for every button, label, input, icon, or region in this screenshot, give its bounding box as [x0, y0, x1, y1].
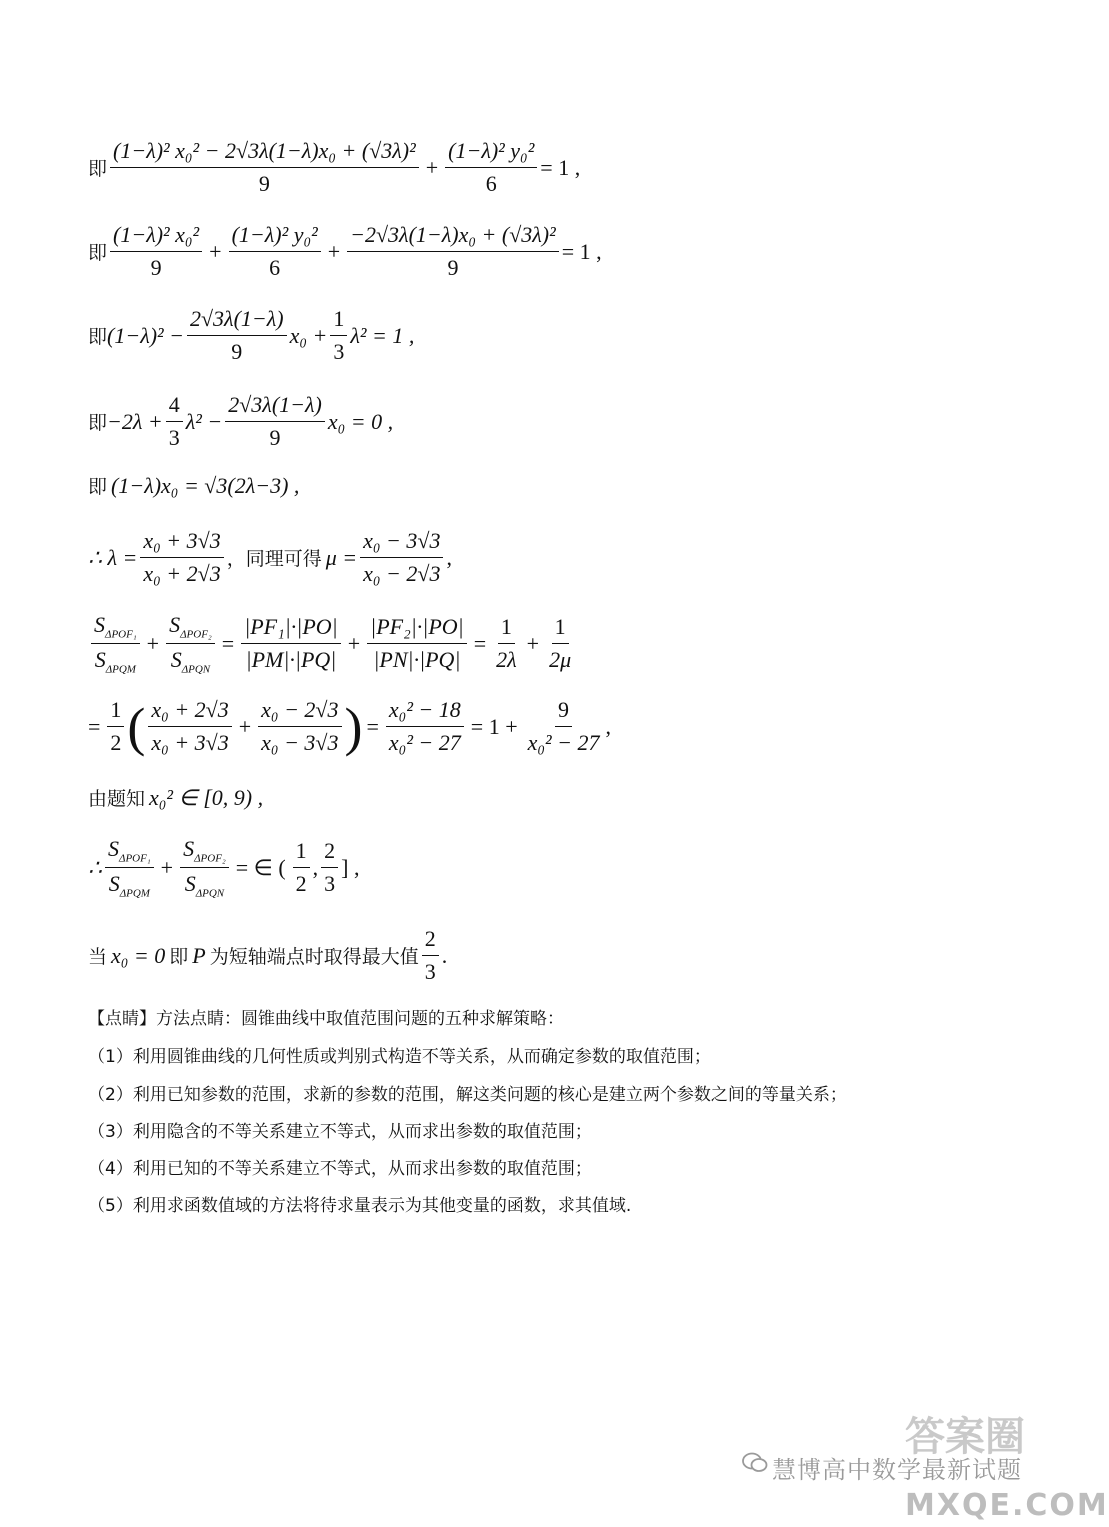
equation-line-11: 当 x₀ = 0 即 P 为短轴端点时取得最大值 $\frac{2}{3}$ .: [88, 926, 448, 984]
fraction: $\frac{S_{\Delta POF_2}}{S_{\Delta PQN}}$: [180, 836, 229, 900]
wechat-icon: [742, 1452, 768, 1480]
note-item-1: （1）利用圆锥曲线的几何性质或判别式构造不等关系，从而确定参数的取值范围；: [88, 1047, 711, 1067]
equation-line-5: 即 (1−λ)x₀ = √3(2λ−3) ,: [88, 472, 300, 498]
fraction: $\frac{2√3\lambda(1-\lambda)}{9}$: [225, 392, 325, 451]
fraction: $\frac{\text{x₀² − 18}}{\text{x₀² − 27}}$: [386, 697, 464, 756]
prefix-text: 即: [88, 158, 108, 180]
watermark-channel: 慧博高中数学最新试题: [772, 1456, 1022, 1484]
equation-line-10: ∴ $\frac{S_{\Delta POF_1}}{S_{\Delta PQM}}$ + $\frac{S_{\Delta POF_2}}{S_{\Delta PQN}}$ = ∈ ( $\frac{1}{2}$ , $\frac{2}{3}$ ] ,: [88, 836, 360, 900]
equation-line-7: $\frac{S_{\Delta POF_1}}{S_{\Delta PQM}}$ + $\frac{S_{\Delta POF_2}}{S_{\Delta PQN}}$ = $\frac{\text{|PF₁|·|PO|}}{|PM|\cdot|PQ|}$ + $\frac{\text{|PF₂|·|PO|}}{|PN|\cdot|PQ|}$ = $\frac{1}{2\lambda}$ + $\frac{1}{2\mu}$: [88, 612, 577, 676]
fraction: $\frac{1}{2\mu}$: [549, 614, 572, 673]
fraction: $\frac{2}{3}$: [422, 926, 439, 985]
equation-line-6: ∴ λ = $\frac{\text{x₀ + 3√3}}{\text{x₀ + 2√3}}$ ，同理可得 μ = $\frac{\text{x₀ − 3√3}}{\text{x₀ − 2√3}}$ ,: [88, 528, 452, 586]
fraction: $\frac{9}{\text{x₀² − 27}}$: [527, 697, 600, 755]
fraction: $\frac{4}{3}$: [166, 392, 183, 451]
fraction: $\frac{S_{\Delta POF_1}}{S_{\Delta PQM}}$: [105, 836, 154, 900]
fraction: $\frac{1}{2}$: [293, 838, 310, 897]
note-item-2: （2）利用已知参数的范围，求新的参数的范围，解这类问题的核心是建立两个参数之间的等量关系；: [88, 1085, 847, 1105]
note-item-4: （4）利用已知的不等关系建立不等式，从而求出参数的取值范围；: [88, 1159, 592, 1179]
equation-line-2: 即 $\frac{\text{(1−λ)² x₀²}}{9}$ + $\frac{\text{(1−λ)² y₀²}}{6}$ + $\frac{\text{−2√3λ(1−λ)x₀ + (√3λ)²}}{9}$ = 1 ,: [88, 222, 602, 280]
fraction: $\frac{2}{3}$: [321, 838, 338, 897]
fraction: $\frac{\text{x₀ + 3√3}}{\text{x₀ + 2√3}}$: [140, 528, 223, 587]
equation-line-4: 即 −2λ + $\frac{4}{3}$ λ² − $\frac{2√3\lambda(1-\lambda)}{9}$ x₀ = 0 ,: [88, 392, 394, 450]
fraction: $\frac{\text{(1−λ)² y₀²}}{6}$: [229, 222, 321, 281]
note-item-3: （3）利用隐含的不等关系建立不等式，从而求出参数的取值范围；: [88, 1122, 592, 1142]
fraction: $\frac{\text{x₀ + 2√3}}{\text{x₀ + 3√3}}$: [148, 697, 231, 756]
fraction: $\frac{\text{−2√3λ(1−λ)x₀ + (√3λ)²}}{9}$: [347, 222, 559, 281]
fraction: $\frac{S_{\Delta POF_1}}{S_{\Delta PQM}}$: [91, 612, 140, 676]
fraction: $\frac{1}{2\lambda}$: [496, 614, 517, 673]
fraction: $\frac{2√3\lambda(1-\lambda)}{9}$: [187, 306, 287, 365]
equation-line-3: 即 (1−λ)² − $\frac{2√3\lambda(1-\lambda)}{9}$ x₀ + $\frac{1}{3}$ λ² = 1 ,: [88, 306, 415, 364]
fraction: $\frac{\text{x₀ − 3√3}}{\text{x₀ − 2√3}}$: [360, 528, 443, 587]
equation-line-1: 即 $\frac{\text{(1−λ)² x₀² − 2√3λ(1−λ)x₀ + (√3λ)²}}{9}$ + $\frac{\text{(1−λ)² y₀²}}{6}$ = 1 ,: [88, 138, 581, 196]
fraction: $\frac{1}{3}$: [330, 306, 347, 365]
equation-line-8: = $\frac{1}{2}$ ( $\frac{\text{x₀ + 2√3}}{\text{x₀ + 3√3}}$ + $\frac{\text{x₀ − 2√3}}{\text{x₀ − 3√3}}$ ) = $\frac{\text{x₀² − 18}}{\text{x₀² − 27}}$ = 1 + $\frac{9}{\text{x₀² − 27}}$ ,: [88, 696, 611, 757]
watermark-logo: 答案圈: [905, 1414, 1025, 1460]
fraction: $\frac{\text{|PF₁|·|PO|}}{|PM|\cdot|PQ|}$: [241, 614, 341, 673]
fraction: $\frac{\text{(1−λ)² y₀²}}{6}$: [445, 138, 537, 197]
fraction: $\frac{\text{|PF₂|·|PO|}}{|PN|\cdot|PQ|}$: [367, 614, 467, 673]
note-heading: 【点睛】方法点睛：圆锥曲线中取值范围问题的五种求解策略：: [88, 1009, 564, 1029]
equation-line-9: 由题知 x₀² ∈ [0, 9) ,: [88, 784, 264, 810]
fraction: $\frac{1}{2}$: [107, 697, 124, 756]
fraction: $\frac{\text{(1−λ)² x₀²}}{9}$: [110, 222, 202, 281]
fraction: $\frac{S_{\Delta POF_2}}{S_{\Delta PQN}}$: [166, 612, 215, 676]
fraction: $\frac{\text{x₀ − 2√3}}{\text{x₀ − 3√3}}$: [258, 697, 341, 756]
note-item-5: （5）利用求函数值域的方法将待求量表示为其他变量的函数，求其值域.: [88, 1196, 632, 1216]
watermark-site: MXQE.COM: [905, 1488, 1109, 1523]
fraction: $\frac{\text{(1−λ)² x₀² − 2√3λ(1−λ)x₀ + (√3λ)²}}{9}$: [110, 138, 419, 197]
